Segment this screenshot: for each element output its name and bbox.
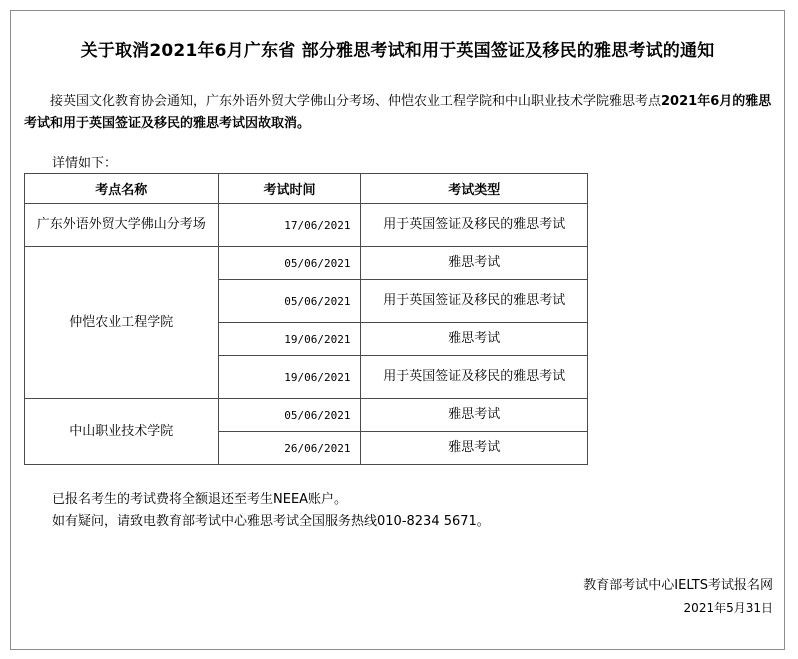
exam-cancellation-table bbox=[24, 173, 588, 465]
exam-type-cell: 用于英国签证及移民的雅思考试 bbox=[361, 280, 588, 323]
center-name-cell: 广东外语外贸大学佛山分考场 bbox=[25, 204, 219, 247]
detail-label: 详情如下： bbox=[52, 156, 118, 171]
exam-type-cell: 雅思考试 bbox=[361, 323, 588, 356]
signature-block bbox=[583, 575, 773, 619]
exam-type-cell: 雅思考试 bbox=[361, 247, 588, 280]
exam-date-cell: 19/06/2021 bbox=[218, 323, 361, 356]
center-name-cell: 仲恺农业工程学院 bbox=[25, 247, 219, 399]
exam-date-cell: 05/06/2021 bbox=[218, 280, 361, 323]
exam-type-cell: 用于英国签证及移民的雅思考试 bbox=[361, 204, 588, 247]
table-row bbox=[25, 247, 588, 280]
exam-type-cell: 雅思考试 bbox=[361, 399, 588, 432]
notice-title: 关于取消2021年6月广东省 部分雅思考试和用于英国签证及移民的雅思考试的通知 bbox=[80, 41, 715, 61]
table-row bbox=[25, 399, 588, 432]
center-name-cell: 中山职业技术学院 bbox=[25, 399, 219, 465]
issue-date: 2021年5月31日 bbox=[683, 601, 773, 615]
table-row bbox=[25, 204, 588, 247]
exam-date-cell: 05/06/2021 bbox=[218, 399, 361, 432]
exam-type-cell: 雅思考试 bbox=[361, 432, 588, 465]
exam-date-cell: 26/06/2021 bbox=[218, 432, 361, 465]
intro-bold-text: 2021年6月的雅思考试和用于英国签证及移民的雅思考试因故取消。 bbox=[24, 94, 772, 131]
exam-date-cell: 05/06/2021 bbox=[218, 247, 361, 280]
intro-plain-text: 接英国文化教育协会通知，广东外语外贸大学佛山分考场、仲恺农业工程学院和中山职业技术学院雅思考点 bbox=[50, 94, 662, 109]
contact-note: 如有疑问，请致电教育部考试中心雅思考试全国服务热线010-8234 5671。 bbox=[52, 514, 490, 529]
exam-date-cell: 19/06/2021 bbox=[218, 356, 361, 399]
header-date: 考试时间 bbox=[218, 174, 361, 204]
exam-type-cell: 用于英国签证及移民的雅思考试 bbox=[361, 356, 588, 399]
notice-intro bbox=[24, 91, 779, 135]
header-type: 考试类型 bbox=[361, 174, 588, 204]
table-header-row bbox=[25, 174, 588, 204]
header-center: 考点名称 bbox=[25, 174, 219, 204]
refund-note: 已报名考生的考试费将全额退还至考生NEEA账户。 bbox=[52, 492, 348, 507]
exam-date-cell: 17/06/2021 bbox=[218, 204, 361, 247]
issuer-name: 教育部考试中心IELTS考试报名网 bbox=[583, 578, 773, 593]
footer-notes bbox=[52, 489, 490, 533]
